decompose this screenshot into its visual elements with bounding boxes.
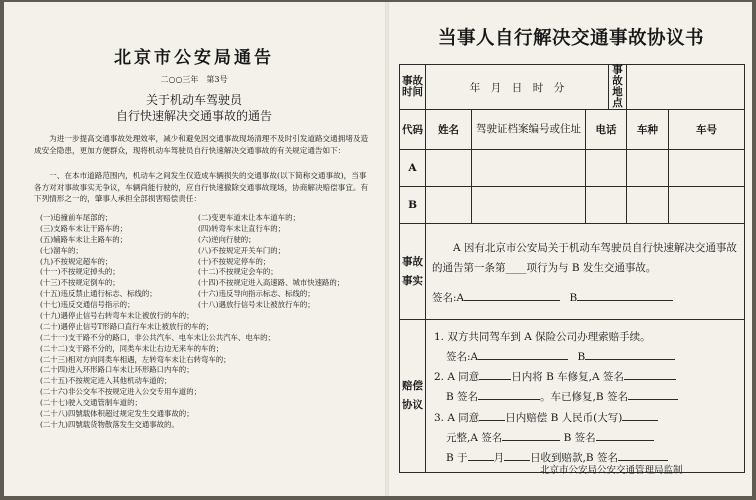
issuer-footer: 北京市公安局公安交通管理局监制 [540, 465, 683, 476]
col-phone-header: 电话 [586, 110, 627, 150]
notice-item: (二十)遇停止信号T形路口直行车未让被放行的车的； [40, 321, 214, 331]
amount-field[interactable] [622, 409, 658, 421]
plate-field[interactable] [669, 150, 745, 187]
notice-item: (一)追撞前车尾部的； [40, 213, 113, 222]
notice-item: (十六)违反导向指示标志、标线的； [198, 289, 315, 299]
notice-item: (十七)违反交通信号指示的； [40, 300, 135, 310]
sign-a-line[interactable] [478, 348, 568, 360]
comp-3-received: 日收到赔款,B 签名 [530, 452, 618, 464]
notice-item-row [40, 213, 370, 224]
notice-item: (七)溜车的； [40, 245, 83, 255]
paper-fold [385, 2, 389, 496]
notice-title: 北京市公安局通告 [114, 48, 274, 68]
notice-subtitle [44, 92, 344, 124]
comp-3-pay: 日内赔偿 B 人民币(大写) [505, 411, 623, 424]
notice-item: (十)不按规定停车的； [198, 256, 271, 266]
facts-text: A 因有北京市公安局关于机动车驾驶员自行快速解决交通事故的通告第一条第____项行为与 B 发生交通事故。 [432, 241, 737, 274]
notice-item: (六)逆向行驶的； [198, 234, 256, 244]
notice-item: (二十六)非公交车不按规定进入公交专用车道的； [40, 387, 201, 397]
phone-field[interactable] [586, 150, 627, 187]
notice-item: (三)支路车未让干路车的； [40, 223, 128, 233]
accident-time-label: 事故时间 [400, 65, 426, 110]
party-row-b [400, 187, 745, 224]
days-field[interactable] [479, 409, 505, 421]
phone-field[interactable] [586, 187, 627, 224]
vehicle-type-field[interactable] [627, 187, 669, 224]
party-row-a [400, 150, 745, 187]
sign-a-line[interactable] [624, 368, 676, 380]
sign-a-line[interactable] [502, 429, 560, 441]
paper-sheet [4, 2, 752, 496]
license-field[interactable] [472, 187, 586, 224]
notice-item: (二十八)四號载体积超过规定发生交通事故的； [40, 409, 194, 419]
notice-item-row [40, 257, 370, 268]
notice-item: (二十七)驶入交通管制车道的； [40, 398, 142, 408]
party-code: A [400, 150, 426, 187]
comp-3-sign-a: 元整,A 签名 [446, 431, 503, 444]
compensation-label: 赔偿协议 [400, 320, 426, 473]
notice-item: (四)转弯车未让直行车的； [198, 223, 286, 233]
col-vehicle-type-header: 车种 [627, 110, 669, 150]
sign-b-line[interactable] [478, 388, 540, 400]
comp-1-sign-b: B [577, 350, 586, 363]
notice-item: (二十一)支干路不分的路口，非公共汽车、电车未让公共汽车、电车的； [40, 332, 275, 342]
facts-signatures [432, 288, 738, 308]
notice-item-row [40, 246, 370, 257]
notice-item-row [40, 278, 370, 289]
facts-sign-a-label: 签名:A [432, 291, 465, 304]
sign-a-line[interactable] [464, 289, 560, 301]
notice-item-list [40, 213, 370, 431]
accident-place-label: 事故地点 [609, 65, 627, 110]
name-field[interactable] [426, 150, 472, 187]
sign-b-line[interactable] [618, 449, 668, 461]
notice-item-row [40, 322, 370, 333]
notice-item-row [40, 398, 370, 409]
notice-item-row [40, 333, 370, 344]
compensation-section [426, 320, 745, 473]
comp-2-repair: 日内将 B 车修复,A 签名 [511, 371, 624, 384]
notice-item: (十九)遇停止信号右转弯车未让被放行的车的； [40, 311, 194, 321]
notice-item: (十一)不按规定掉头的； [40, 267, 120, 277]
accident-place-field[interactable] [627, 65, 745, 110]
notice-number: 二○○三年 第3号 [160, 75, 228, 84]
notice-item-row [40, 365, 370, 376]
party-code: B [400, 187, 426, 224]
day-field[interactable] [504, 449, 530, 461]
notice-item-row [40, 420, 370, 431]
comp-3-b-on: B 于 [446, 452, 468, 464]
notice-item: (十二)不按规定会车的； [198, 267, 278, 277]
facts-sign-b-label: B [569, 291, 578, 304]
comp-2-agree: 2. A 同意 [434, 371, 480, 384]
notice-subtitle-line: 关于机动车驾驶员 [145, 93, 242, 107]
notice-item: (二)变更车道未让本车道车的； [198, 213, 300, 222]
license-field[interactable] [472, 150, 586, 187]
comp-2-sign-b: B 签名 [446, 391, 479, 404]
notice-item-row [40, 355, 370, 366]
notice-item: (十四)不按规定进入高速路、城市快速路的； [198, 278, 345, 288]
comp-2-repaired: 。车已修复,B 签名 [540, 391, 628, 404]
col-name-header: 姓名 [426, 110, 472, 150]
sign-b-line[interactable] [596, 429, 654, 441]
agreement-form [390, 2, 752, 496]
notice-item-row [40, 344, 370, 355]
notice-item-row [40, 235, 370, 246]
notice-item-row [40, 409, 370, 420]
comp-3-sign-b: B 签名 [563, 431, 596, 444]
accident-time-field[interactable]: 年 月 日 时 分 [426, 65, 609, 110]
notice-item-row [40, 311, 370, 322]
comp-3-agree: 3. A 同意 [434, 411, 480, 424]
notice-subtitle-line: 自行快速解决交通事故的通告 [115, 109, 272, 123]
sign-b-line[interactable] [585, 348, 675, 360]
agreement-title: 当事人自行解决交通事故协议书 [437, 28, 704, 49]
month-field[interactable] [468, 449, 494, 461]
notice-item: (十三)不按规定倒车的； [40, 278, 120, 288]
notice-item: (二十三)相对方向同类车相遇，左转弯车未让右转弯车的； [40, 354, 231, 364]
notice-item: (九)不按规定超车的； [40, 256, 113, 266]
name-field[interactable] [426, 187, 472, 224]
col-license-header: 驾驶证档案编号或住址 [472, 110, 586, 150]
agreement-table [399, 64, 745, 473]
notice-item-row [40, 224, 370, 235]
comp-option-1: 1. 双方共同驾车到 A 保险公司办理索赔手续。 [434, 330, 651, 343]
notice-item-row [40, 300, 370, 311]
notice-item: (五)辅路车未让主路车的； [40, 234, 128, 244]
days-field[interactable] [479, 368, 511, 380]
notice-item-row [40, 267, 370, 278]
col-plate-header: 车号 [669, 110, 745, 150]
police-notice [4, 2, 384, 496]
notice-item-row [40, 376, 370, 387]
notice-item: (二十五)不按规定进入其他机动车道的； [40, 376, 172, 386]
comp-3-month: 月 [493, 452, 505, 464]
sign-b-line[interactable] [628, 388, 678, 400]
facts-section [426, 224, 745, 320]
notice-item: (十八)遇放行信号未让被放行车的； [198, 300, 315, 310]
notice-item: (二十二)支干路不分的，同类车未让右边无来车的车的； [40, 343, 224, 353]
notice-item-row [40, 289, 370, 300]
notice-item: (二十四)进入环形路口车未让环形路口内车的； [40, 365, 194, 375]
notice-item: (八)不按规定开关车门的； [198, 245, 286, 255]
plate-field[interactable] [669, 187, 745, 224]
col-code-header: 代码 [400, 110, 426, 150]
comp-1-sign-a: 签名:A [446, 350, 479, 363]
sign-b-line[interactable] [577, 289, 673, 301]
notice-item-row [40, 387, 370, 398]
notice-item: (十五)违反禁止通行标志、标线的； [40, 289, 157, 299]
notice-paragraph: 为进一步提高交通事故处理效率，减少和避免因交通事故现场清理不及时引发道路交通拥堵及造成安全隐患，更加方便群众，现将机动车驾驶员自行快速解决交通事故的有关规定通告如下： [34, 134, 369, 155]
notice-item: (二十九)四號载货物散落发生交通事故的。 [40, 419, 179, 429]
notice-paragraph: 一、在本市道路范围内，机动车之间发生仅造成车辆损失的交通事故(以下简称交通事故)，当事各方对对事故事实无争议，车辆尚能行驶的，应自行快速撤除交通事故现场，协商解决赔偿事宜。有下列情形之一的，肇事人承担全部损害赔偿责任： [34, 171, 369, 204]
facts-label: 事故事实 [400, 224, 426, 320]
vehicle-type-field[interactable] [627, 150, 669, 187]
